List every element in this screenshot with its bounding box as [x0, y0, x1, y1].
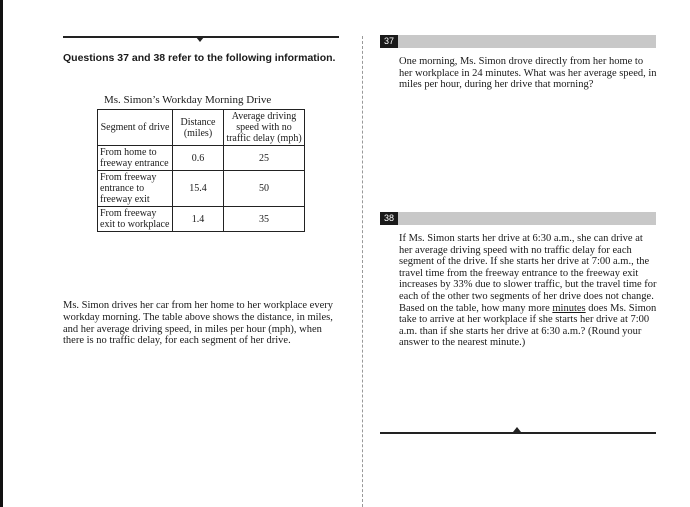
row-distance: 15.4 — [173, 171, 224, 207]
row-segment: From freeway entrance to freeway exit — [98, 171, 173, 207]
table-row — [98, 146, 305, 171]
question-38-text — [399, 233, 657, 349]
question-38-underlined-word: minutes — [552, 302, 586, 314]
row-speed: 50 — [224, 171, 305, 207]
row-speed: 35 — [224, 207, 305, 232]
question-38-text-before: If Ms. Simon starts her drive at 6:30 a.m., she can drive at her average driving speed with no traffic delay for each segment of the drive. If she starts her drive at 7:00 a.m., the travel time from the freeway entrance to the freeway exit increases by 33% due to slower traffic, but the travel time for each of the other two segments of her drive does not change. Based on the table, how many more — [399, 233, 657, 314]
row-segment: From freeway exit to workplace — [98, 207, 173, 232]
header-speed: Average driving speed with no traffic delay (mph) — [224, 110, 305, 146]
table-header-row — [98, 110, 305, 146]
question-38-number: 38 — [380, 212, 398, 225]
table-title: Ms. Simon’s Workday Morning Drive — [104, 94, 272, 106]
header-distance: Distance (miles) — [173, 110, 224, 146]
row-segment: From home to freeway entrance — [98, 146, 173, 171]
row-speed: 25 — [224, 146, 305, 171]
bottom-divider-arrow-icon — [513, 427, 521, 432]
table-row — [98, 171, 305, 207]
header-segment: Segment of drive — [98, 110, 173, 146]
question-37-header-bar — [380, 35, 656, 48]
passage-text: Ms. Simon drives her car from her home to her workplace every workday morning. The table above shows the distance, in miles, and her average driving speed, in miles per hour (mph), when there is no traffic delay, for each segment of her drive. — [63, 300, 333, 347]
row-distance: 0.6 — [173, 146, 224, 171]
table-row — [98, 207, 305, 232]
question-38-header-bar — [380, 212, 656, 225]
column-divider — [362, 36, 363, 507]
question-37-number: 37 — [380, 35, 398, 48]
drive-table — [97, 109, 305, 232]
questions-intro: Questions 37 and 38 refer to the following information. — [63, 52, 336, 64]
bottom-divider-rule — [380, 432, 656, 434]
row-distance: 1.4 — [173, 207, 224, 232]
top-divider-arrow-icon — [196, 37, 204, 42]
question-38-text-after: does Ms. Simon take to arrive at her workplace if she starts her drive at 7:00 a.m. than if she starts her drive at 6:30 a.m.? (Round your answer to the nearest minute.) — [399, 302, 657, 349]
question-37-text: One morning, Ms. Simon drove directly from her home to her workplace in 24 minutes. What was her average speed, in miles per hour, during her drive that morning? — [399, 56, 657, 91]
